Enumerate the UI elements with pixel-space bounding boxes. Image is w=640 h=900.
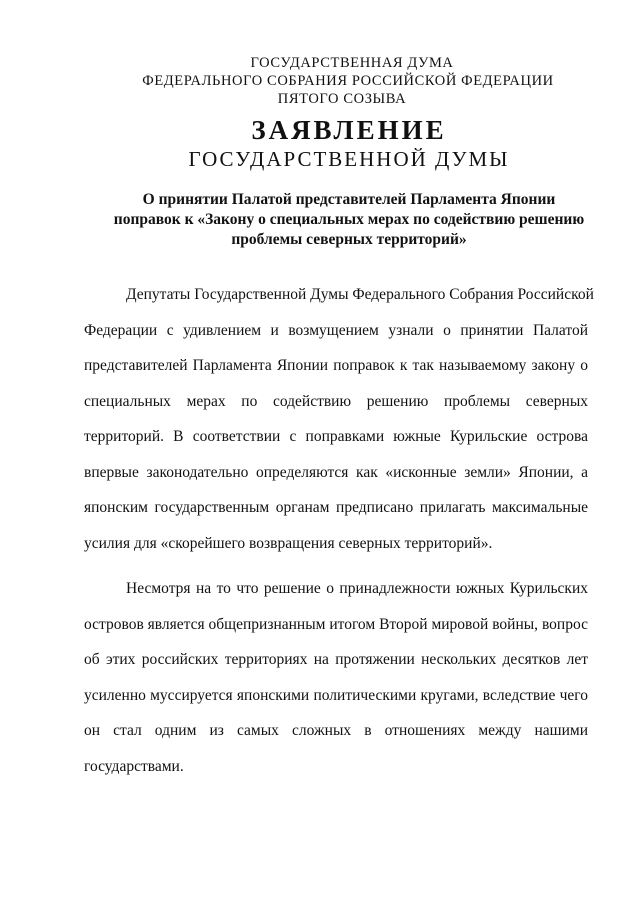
paragraph-line: японским государственным органам предписано прилагать максимальные [84,499,588,516]
paragraph-line: впервые законодательно определяются как «исконные земли» Японии, а [84,463,588,481]
paragraph-line: островов является общепризнанным итогом Второй мировой войны, вопрос [84,615,588,633]
paragraph-line: Депутаты Государственной Думы Федерального Собрания Российской [126,286,594,303]
document-header [0,54,640,108]
paragraph [84,577,588,790]
header-line-federal-assembly: ФЕДЕРАЛЬНОГО СОБРАНИЯ РОССИЙСКОЙ ФЕДЕРАЦИИ [142,73,554,89]
paragraph-line: он стал одним из самых сложных в отношениях между нашими [84,722,588,739]
document-issuer: ГОСУДАРСТВЕННОЙ ДУМЫ [188,147,510,171]
paragraph-line: территорий. В соответствии с поправками южные Курильские острова [84,428,588,445]
subject-line: проблемы северных территорий» [231,231,467,248]
subject-line: поправок к «Закону о специальных мерах по содействию решению [113,211,585,228]
paragraph-line: Федерации с удивлением и возмущением узнали о принятии Палатой [84,321,588,339]
paragraph [84,283,594,567]
document-type-title: ЗАЯВЛЕНИЕ [251,115,447,145]
header-line-duma: ГОСУДАРСТВЕННАЯ ДУМА [250,55,454,71]
paragraph-line: Несмотря на то что решение о принадлежности южных Курильских [126,580,588,597]
paragraph-line: усиленно муссируется японскими политическими кругами, вследствие чего [84,686,588,704]
paragraph-line: специальных мерах по содействию решению проблемы северных [84,392,588,410]
paragraph-line: усилия для «скорейшего возвращения северных территорий». [84,534,493,552]
document-body [84,283,594,790]
header-line-convocation: ПЯТОГО СОЗЫВА [277,91,407,107]
paragraph-line: представителей Парламента Японии поправок к так называемому закону о [84,357,588,374]
subject-line: О принятии Палатой представителей Парламента Японии [142,191,556,208]
document-subject [0,190,640,250]
paragraph-line: об этих российских территориях на протяжении нескольких десятков лет [84,651,588,668]
paragraph-line: государствами. [84,757,184,775]
